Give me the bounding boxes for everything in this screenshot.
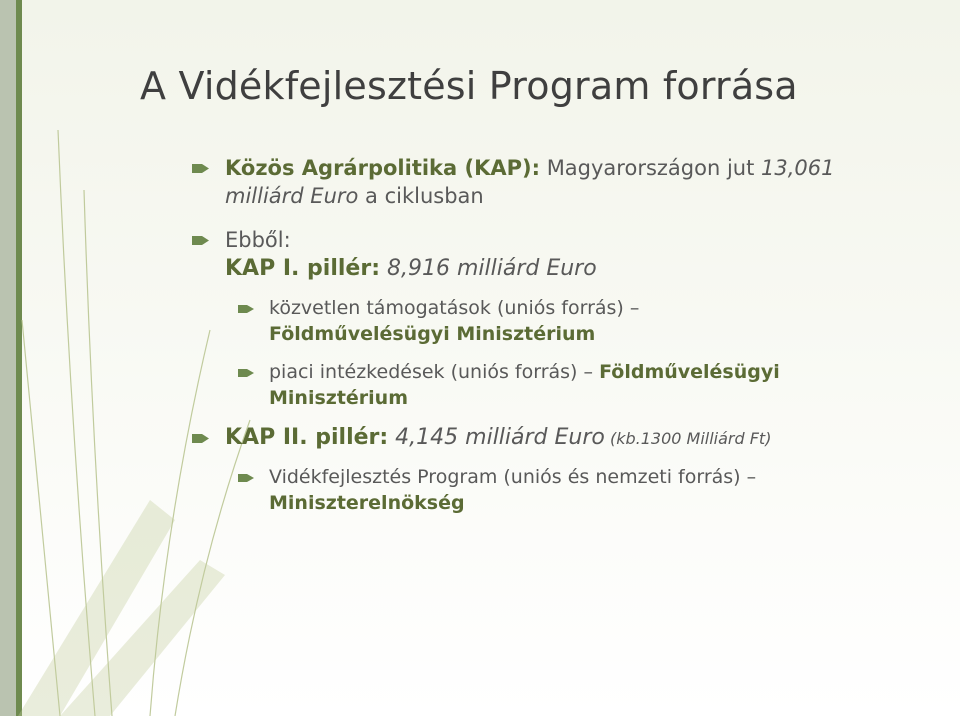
- kap1-amount: 8,916 milliárd Euro: [380, 256, 597, 281]
- arrow-bullet-icon: [238, 367, 254, 379]
- ebbol-label: Ebből:: [225, 228, 291, 252]
- kap1-label: KAP I. pillér:: [225, 256, 380, 281]
- kap-amount: 13,061: [761, 156, 835, 180]
- kozvetlen-text: közvetlen támogatások (uniós forrás) –: [269, 297, 640, 319]
- sub-bullet-piaci: [238, 359, 780, 411]
- arrow-bullet-icon: [192, 162, 209, 175]
- bullet-kap: [192, 154, 835, 210]
- sub-bullet-videkfejlesztes: [238, 464, 756, 516]
- kap-label: Közös Agrárpolitika (KAP):: [225, 156, 541, 180]
- piaci-ministry-1: Földművelésügyi: [599, 361, 780, 383]
- videk-text: Vidékfejlesztés Program (uniós és nemzeti forrás) –: [269, 466, 757, 488]
- arrow-bullet-icon: [238, 472, 254, 484]
- kap2-label: KAP II. pillér:: [225, 425, 389, 450]
- piaci-text: piaci intézkedések (uniós forrás) –: [269, 361, 600, 383]
- piaci-ministry-2: Minisztérium: [269, 387, 409, 409]
- sub-bullet-kozvetlen: [238, 295, 639, 347]
- kap-period: a ciklusban: [358, 184, 484, 208]
- arrow-bullet-icon: [192, 432, 209, 445]
- bullet-ebbol: [192, 226, 597, 283]
- kap2-huf: (kb.1300 Milliárd Ft): [604, 429, 772, 448]
- arrow-bullet-icon: [192, 234, 209, 247]
- kozvetlen-ministry: Földművelésügyi Minisztérium: [269, 323, 596, 345]
- kap-text: Magyarországon jut: [540, 156, 762, 180]
- videk-ministry: Miniszterelnökség: [269, 492, 465, 514]
- arrow-bullet-icon: [238, 303, 254, 315]
- bullet-kap2: [192, 424, 771, 453]
- kap2-amount: 4,145 milliárd Euro: [388, 425, 605, 450]
- kap-unit: milliárd Euro: [225, 184, 359, 208]
- page-title: A Vidékfejlesztési Program forrása: [140, 64, 798, 108]
